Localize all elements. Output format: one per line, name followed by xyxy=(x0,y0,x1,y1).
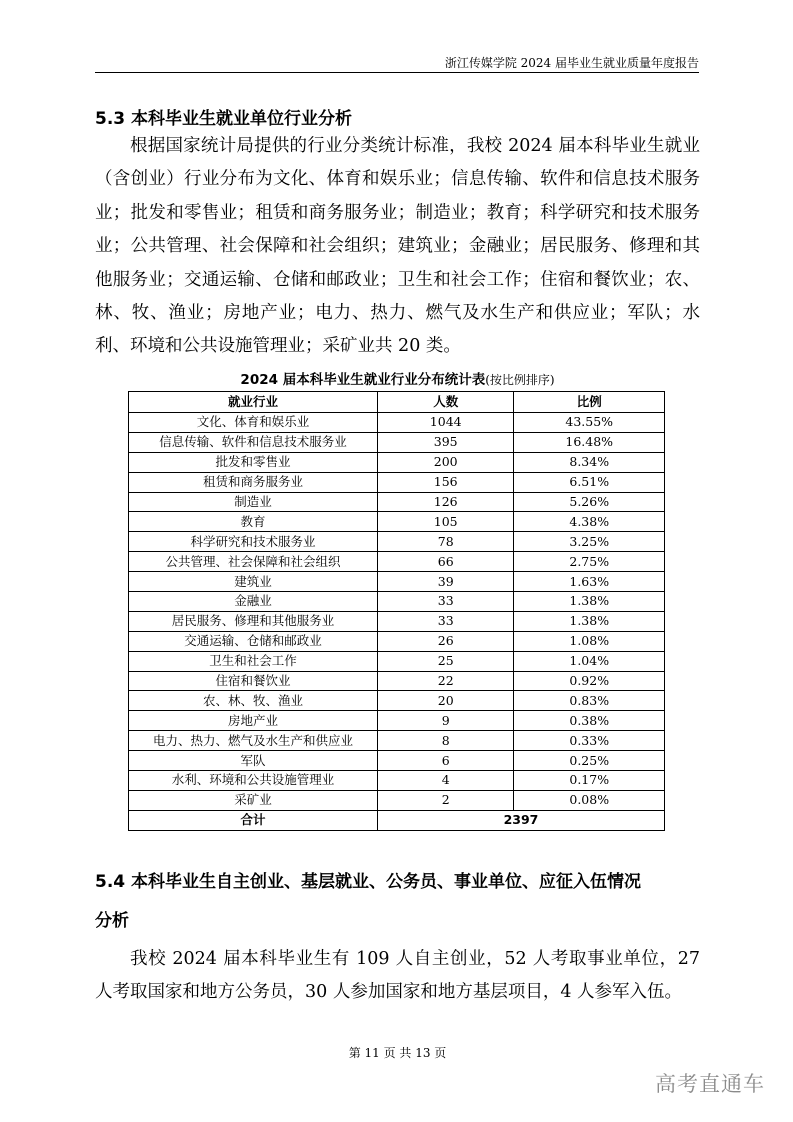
count-cell: 1044 xyxy=(377,413,514,433)
ratio-cell: 1.04% xyxy=(514,651,665,671)
section-5-4-heading-cont: 分析 xyxy=(95,911,129,931)
ratio-cell: 0.08% xyxy=(514,790,665,810)
page-header: 浙江传媒学院 2024 届毕业生就业质量年度报告 xyxy=(444,56,699,70)
industry-cell: 租赁和商务服务业 xyxy=(129,472,378,492)
industry-cell: 制造业 xyxy=(129,492,378,512)
table-row xyxy=(129,611,665,631)
industry-cell: 公共管理、社会保障和社会组织 xyxy=(129,552,378,572)
ratio-cell: 3.25% xyxy=(514,532,665,552)
table-row xyxy=(129,651,665,671)
table-caption-title: 2024 届本科毕业生就业行业分布统计表 xyxy=(240,372,486,388)
ratio-cell: 0.17% xyxy=(514,771,665,791)
count-cell: 26 xyxy=(377,631,514,651)
column-header-count: 人数 xyxy=(377,392,514,413)
count-cell: 105 xyxy=(377,512,514,532)
ratio-cell: 0.38% xyxy=(514,711,665,731)
industry-cell: 批发和零售业 xyxy=(129,452,378,472)
table-row xyxy=(129,631,665,651)
table-row xyxy=(129,413,665,433)
count-cell: 126 xyxy=(377,492,514,512)
industry-cell: 卫生和社会工作 xyxy=(129,651,378,671)
table-row xyxy=(129,691,665,711)
ratio-cell: 2.75% xyxy=(514,552,665,572)
count-cell: 33 xyxy=(377,592,514,612)
industry-cell: 采矿业 xyxy=(129,790,378,810)
count-cell: 395 xyxy=(377,432,514,452)
ratio-cell: 1.38% xyxy=(514,592,665,612)
ratio-cell: 0.25% xyxy=(514,751,665,771)
industry-cell: 交通运输、仓储和邮政业 xyxy=(129,631,378,651)
total-label: 合计 xyxy=(129,810,378,830)
table-row xyxy=(129,671,665,691)
table-body xyxy=(129,413,665,831)
table-row xyxy=(129,592,665,612)
industry-cell: 科学研究和技术服务业 xyxy=(129,532,378,552)
table-row xyxy=(129,432,665,452)
count-cell: 78 xyxy=(377,532,514,552)
table-row xyxy=(129,790,665,810)
ratio-cell: 5.26% xyxy=(514,492,665,512)
industry-distribution-table xyxy=(128,391,665,831)
count-cell: 33 xyxy=(377,611,514,631)
count-cell: 6 xyxy=(377,751,514,771)
industry-cell: 电力、热力、燃气及水生产和供应业 xyxy=(129,731,378,751)
count-cell: 156 xyxy=(377,472,514,492)
table-total-row xyxy=(129,810,665,830)
table-row xyxy=(129,512,665,532)
table-row xyxy=(129,472,665,492)
ratio-cell: 1.38% xyxy=(514,611,665,631)
count-cell: 66 xyxy=(377,552,514,572)
total-value: 2397 xyxy=(377,810,664,830)
ratio-cell: 16.48% xyxy=(514,432,665,452)
industry-cell: 建筑业 xyxy=(129,572,378,592)
section-5-3-heading: 5.3 本科毕业生就业单位行业分析 xyxy=(95,109,353,129)
ratio-cell: 8.34% xyxy=(514,452,665,472)
industry-cell: 文化、体育和娱乐业 xyxy=(129,413,378,433)
count-cell: 200 xyxy=(377,452,514,472)
table-caption-note: (按比例排序) xyxy=(485,373,555,387)
count-cell: 8 xyxy=(377,731,514,751)
count-cell: 4 xyxy=(377,771,514,791)
section-5-4-heading: 5.4 本科毕业生自主创业、基层就业、公务员、事业单位、应征入伍情况 xyxy=(95,872,642,892)
table-row xyxy=(129,452,665,472)
section-5-3-paragraph: 根据国家统计局提供的行业分类统计标准，我校 2024 届本科毕业生就业（含创业）行业分布为文化、体育和娱乐业；信息传输、软件和信息技术服务业；批发和零售业；租赁和商务服务业；制造业；教育；科学研究和技术服务业；公共管理、社会保障和社会组织；建筑业；金融业；居民服务、修理和其他服务业；交通运输、仓储和邮政业；卫生和社会工作；住宿和餐饮业；农、林、牧、渔业；房地产业；电力、热力、燃气及水生产和供应业；军队；水利、环境和公共设施管理业；采矿业共 20 类。 xyxy=(95,136,700,357)
count-cell: 25 xyxy=(377,651,514,671)
industry-cell: 农、林、牧、渔业 xyxy=(129,691,378,711)
ratio-cell: 1.08% xyxy=(514,631,665,651)
industry-cell: 居民服务、修理和其他服务业 xyxy=(129,611,378,631)
count-cell: 20 xyxy=(377,691,514,711)
ratio-cell: 4.38% xyxy=(514,512,665,532)
table-header-row xyxy=(129,392,665,413)
ratio-cell: 1.63% xyxy=(514,572,665,592)
table-caption xyxy=(95,368,700,388)
ratio-cell: 0.92% xyxy=(514,671,665,691)
table-row xyxy=(129,552,665,572)
ratio-cell: 6.51% xyxy=(514,472,665,492)
count-cell: 22 xyxy=(377,671,514,691)
table-row xyxy=(129,532,665,552)
table-row xyxy=(129,771,665,791)
count-cell: 2 xyxy=(377,790,514,810)
page-number: 第 11 页 共 13 页 xyxy=(348,1046,447,1060)
table-row xyxy=(129,572,665,592)
column-header-industry: 就业行业 xyxy=(129,392,378,413)
table-row xyxy=(129,492,665,512)
column-header-ratio: 比例 xyxy=(514,392,665,413)
table-row xyxy=(129,711,665,731)
industry-cell: 教育 xyxy=(129,512,378,532)
header-divider xyxy=(95,72,699,73)
section-5-4-paragraph: 我校 2024 届本科毕业生有 109 人自主创业，52 人考取事业单位，27 人考取国家和地方公务员，30 人参加国家和地方基层项目，4 人参军入伍。 xyxy=(95,949,700,1003)
ratio-cell: 0.33% xyxy=(514,731,665,751)
count-cell: 39 xyxy=(377,572,514,592)
ratio-cell: 43.55% xyxy=(514,413,665,433)
industry-cell: 信息传输、软件和信息技术服务业 xyxy=(129,432,378,452)
table-row xyxy=(129,751,665,771)
industry-cell: 房地产业 xyxy=(129,711,378,731)
watermark: 高考直通车 xyxy=(655,1072,765,1096)
industry-cell: 水利、环境和公共设施管理业 xyxy=(129,771,378,791)
ratio-cell: 0.83% xyxy=(514,691,665,711)
industry-cell: 军队 xyxy=(129,751,378,771)
table-row xyxy=(129,731,665,751)
count-cell: 9 xyxy=(377,711,514,731)
industry-cell: 金融业 xyxy=(129,592,378,612)
industry-cell: 住宿和餐饮业 xyxy=(129,671,378,691)
